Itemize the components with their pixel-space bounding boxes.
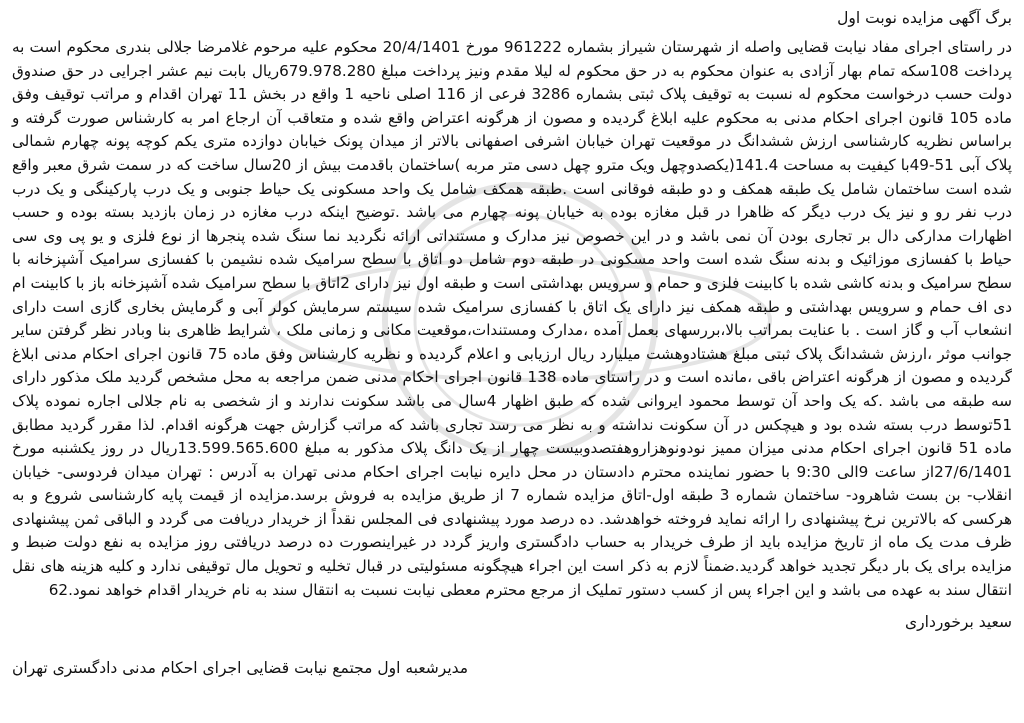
signer-name: سعید برخورداری bbox=[905, 613, 1012, 632]
notice-heading: برگ آگهی مزایده نوبت اول bbox=[837, 9, 1012, 27]
signer-office: مدیرشعبه اول مجتمع نیابت قضایی اجرای احکام مدنی دادگستری تهران bbox=[12, 659, 469, 678]
notice-body: در راستای اجرای مفاد نیابت قضایی واصله از شهرستان شیراز بشماره 961222 مورخ 20/4/1401 محکوم علیه مرحوم غلامرضا جلالی بندری محکوم است به پرداخت 108سکه تمام بهار آزادی به عنوان محکوم به در حق محکوم له لیلا مقدم ونیز پرداخت مبلغ 679.978.280ریال بابت نیم عشر اجرایی در حق صندوق دولت حسب درخواست محکوم له نسبت به توقیف پلاک ثبتی بشماره 3286 فرعی از 116 اصلی ناحیه 1 واقع در بخش 11 تهران اقدام و مراتب توقیف وفق ماده 105 قانون اجرای احکام مدنی به محکوم علیه ابلاغ گردیده و مصون از هرگونه اعتراض واقع شده و متعاقب آن ارجاع امر به کارشناس صورت گرفته و براساس نظریه کارشناسی ارزش ششدانگ در موقعیت تهران خیابان اشرفی اصفهانی بالاتر از میدان پونک خیابان دوازده متری یکم کوچه پونه چهارم شمالی پلاک آبی 51-49با کیفیت به مساحت 141.4(یکصدوچهل ویک مترو چهل دسی متر مربه )ساختمان باقدمت بیش از 20سال ساخت که در سمت شرق معبر واقع شده است ساختمان شامل یک طبقه همکف و دو طبقه فوقانی است .طبقه همکف شامل یک واحد مسکونی یک حیاط جنوبی و یک درب پارکینگی و یک درب درب نفر رو و نیز یک درب دیگر که ظاهرا در قبل مغازه بوده به خیابان پونه چهارم می باشد .توضیح اینکه درب مغازه در زمان بازدید بسته بوده و حسب اظهارات مدارکی دال بر تجاری بودن آن نمی باشد و در این خصوص نیز مدارک و مستنداتی ارائه نگردید نما سنگ شده پنجرها از نوع فلزی و یو پی وی سی حیاط با کفسازی موزائیک و بدنه سنگ شده است واحد مسکونی در طبقه دوم شامل دو اتاق با سطح سرامیک شده نشیمن با کفسازی سرامیک آشپزخانه با سطح سرامیک و بدنه کاشی شده با کابینت فلزی و حمام و سرویس بهداشتی است و طبقه اول نیز دارای 2اتاق با سطح سرامیک شده آشپزخانه باز با کابینت ام دی اف حمام و سرویس بهداشتی و طبقه همکف نیز دارای یک اتاق با کفسازی سرامیک شده سیستم سرمایش کولر آبی و گرمایش بخاری گازی است دارای انشعاب آب و گاز است . با عنایت بمراتب بالا،بررسهای بعمل آمده ،مدارک ومستندات،موقعیت مکانی و زمانی ملک ، شرایط ظاهری بنا وبادر نظر گرفتن سایر جوانب موثر ،ارزش ششدانگ پلاک ثبتی مبلغ هشتادوهشت میلیارد ریال ارزیابی و اعلام گردیده و نظریه کارشناس وفق ماده 75 قانون اجرای احکام مدنی ابلاغ گردیده و مصون از هرگونه اعتراض باقی ،مانده است و در راستای ماده 138 قانون اجرای احکام مدنی ضمن مراجعه به محل مشخص گردید ملک مذکور دارای سه طبقه می باشد .که یک واحد آن توسط محمود ایروانی شده که طبق اظهار 4سال می باشد سکونت ندارند و از شخصی به نام جلالی اجاره نموده پلاک 51توسط درب بسته شده بود و هیچکس در آن سکونت نداشته و به نظر می رسد تجاری باشد که مراتب گزارش جهت هرگونه اقدام. لذا مقرر گردید مطابق ماده 51 قانون اجرای احکام مدنی میزان ممیز نودونوهزاروهفتصدوبیست چهار از یک دانگ پلاک مذکور به مبلغ 13.599.565.600ریال در روز یکشنبه مورخ 27/6/1401از ساعت 9الی 9:30 با حضور نماینده محترم دادستان در محل دایره نیابت اجرای احکام مدنی تهران به آدرس : تهران میدان فردوسی- خیابان انقلاب- بن بست شاهرود- ساختمان شماره 3 طبقه اول-اتاق مزایده شماره 7 از طریق مزایده به فروش برسد.مزایده از قیمت پایه کارشناسی شروع و به هرکسی که بالاترین نرخ پیشنهادی را ارائه نماید فروخته خواهدشد. ده درصد مورد پیشنهادی فی المجلس نقداً از خریدار دریافت می گردد و الباقی ثمن پیشنهادی ظرف مدت یک ماه از تاریخ مزایده باید از طرف خریدار به حساب دادگستری واریز گردد در غیراینصورت ده درصد دریافتی روز مزایده به نفع دولت ضبط و مزایده برای یک بار دیگر تجدید خواهد گردید.ضمناً لازم به ذکر است این اجراء هیچگونه مسئولیتی در قبال تخلیه و تحویل مال توقیفی ندارد و کلیه هزینه های نقل انتقال سند به عهده می باشد و این اجراء پس از کسب دستور تملیک از مرجع محترم معطی نیابت نسبت به انتقال سند به نام خریدار اقدام خواهد نمود.62 bbox=[12, 38, 1013, 599]
